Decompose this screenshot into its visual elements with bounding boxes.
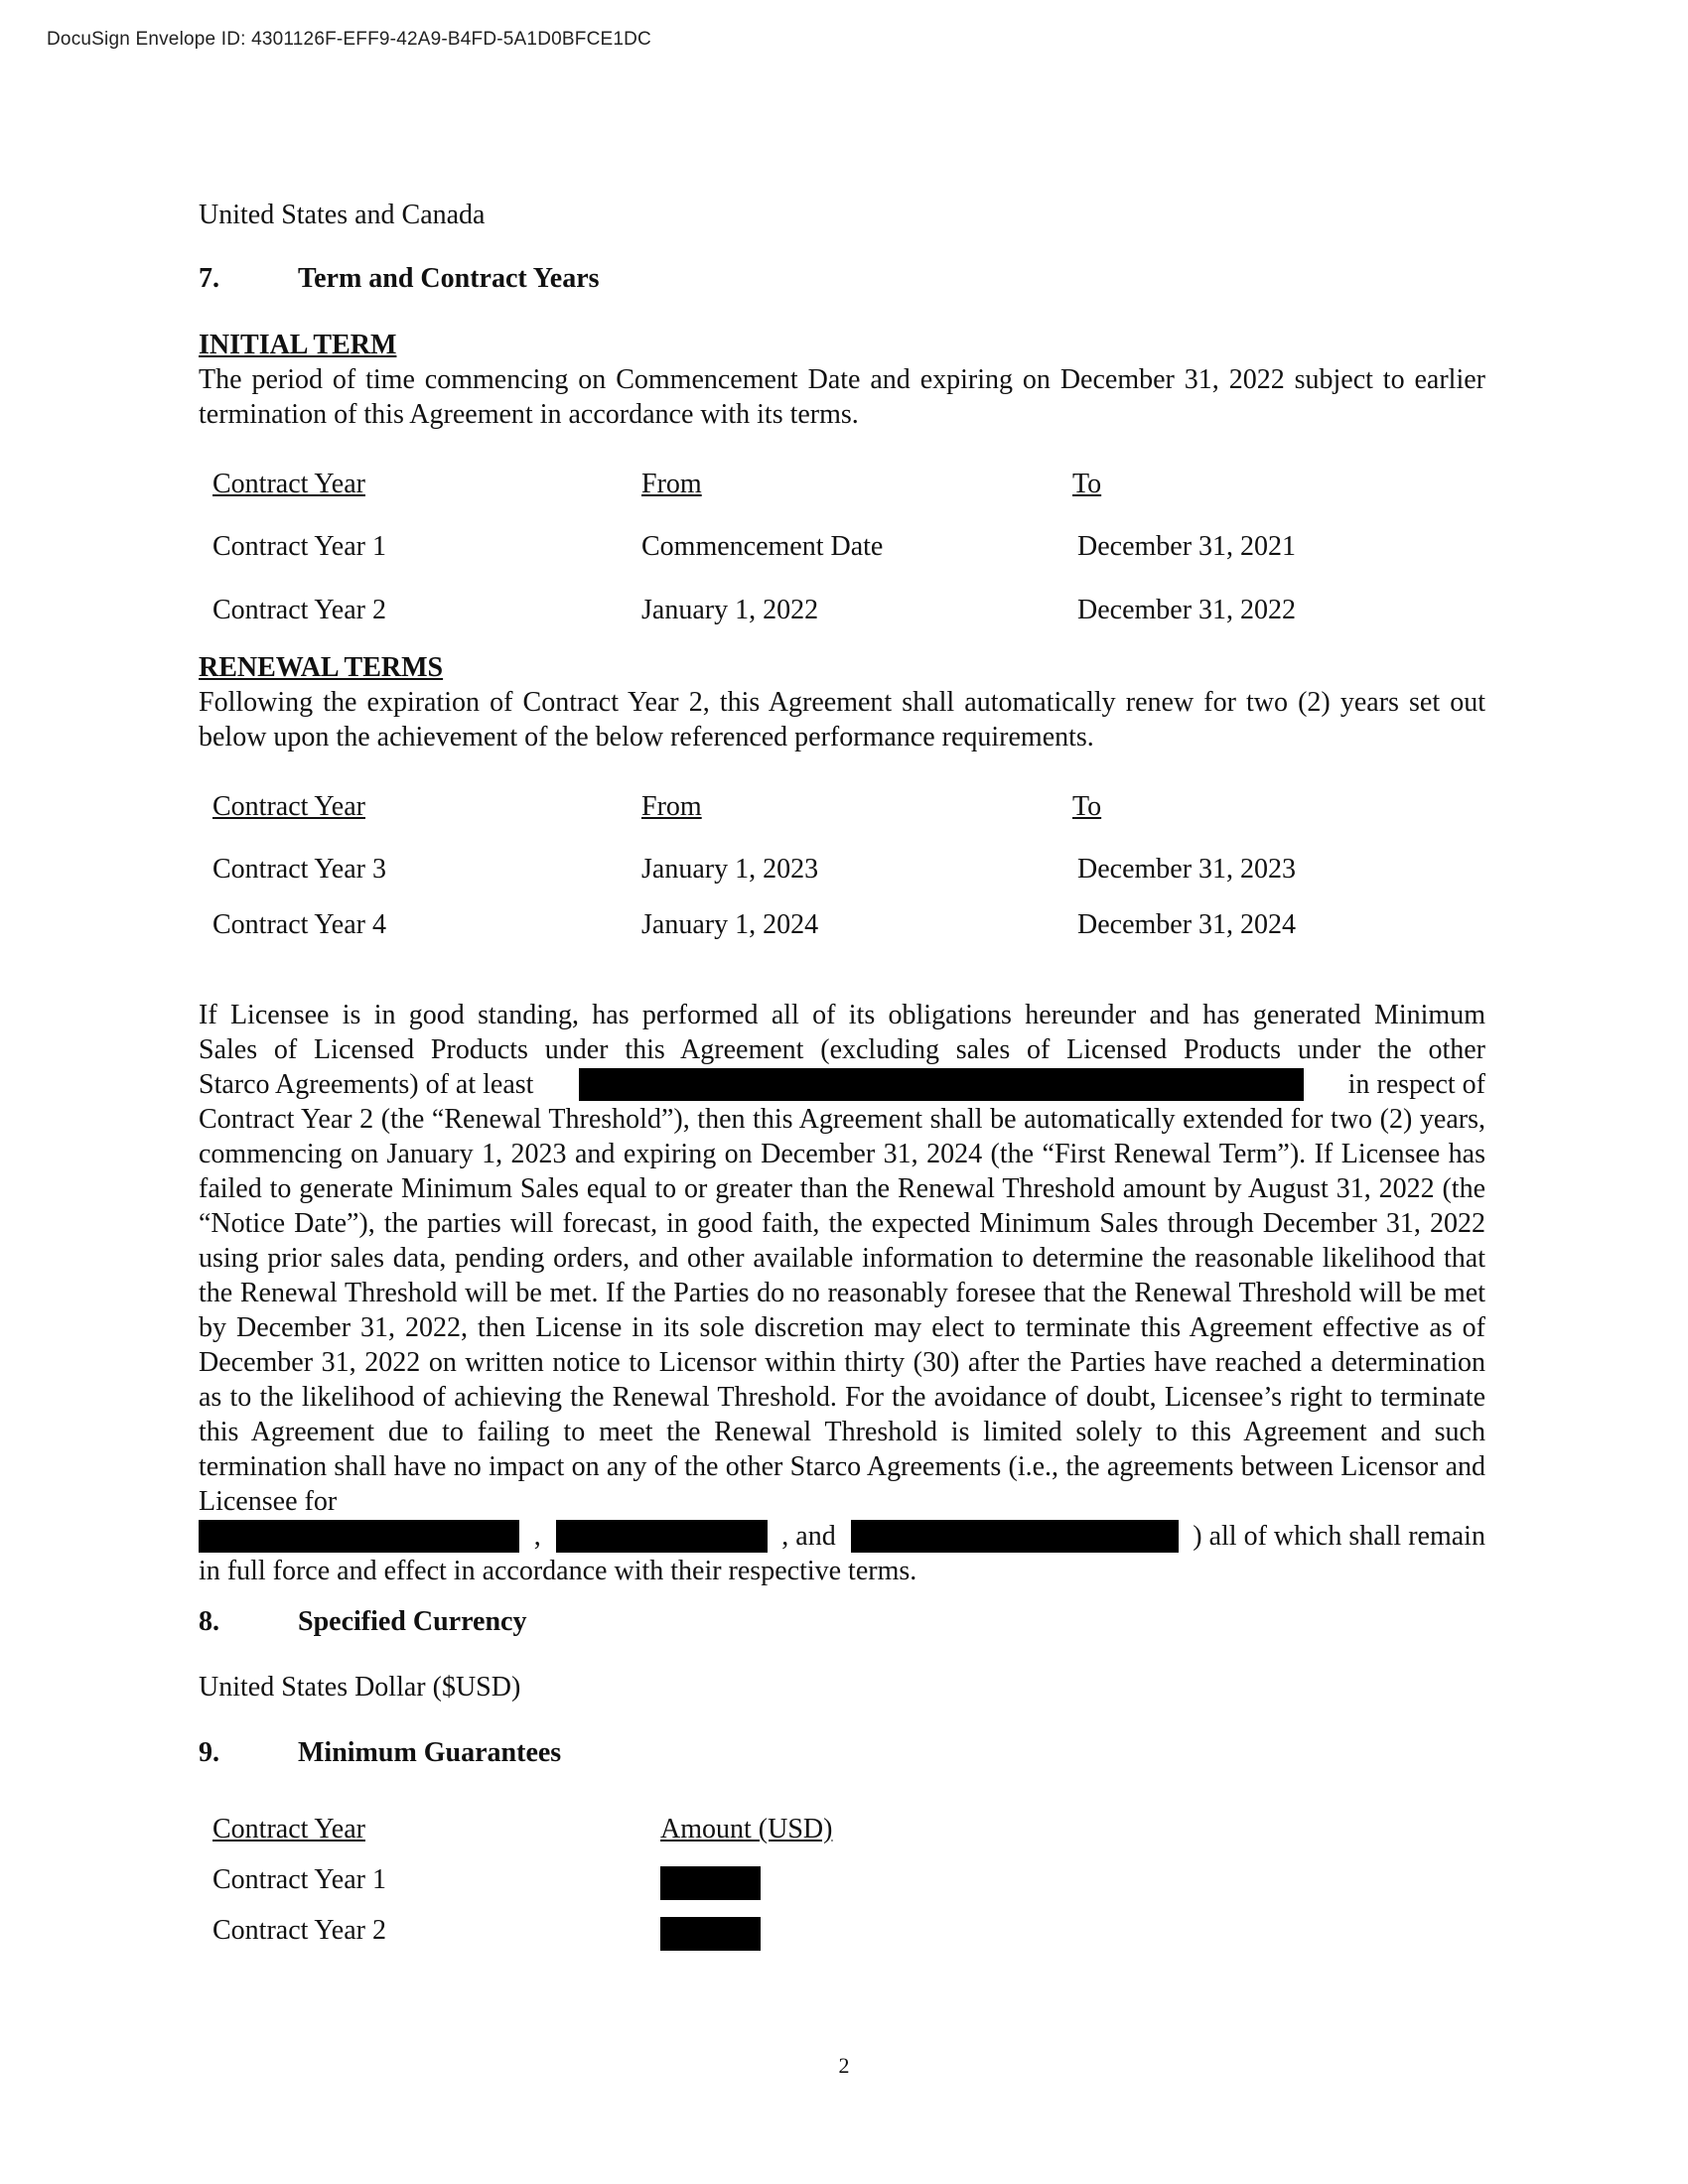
section-9-heading [199, 1737, 561, 1769]
table-header-contract-year: Contract Year [212, 791, 365, 822]
table-cell-year: Contract Year 3 [212, 854, 386, 885]
body-line-3-end: in respect of [1347, 1069, 1485, 1100]
table-cell-year: Contract Year 4 [212, 909, 386, 940]
table-cell-from: January 1, 2022 [641, 595, 819, 625]
redaction-block [579, 1068, 1304, 1101]
redaction-block [199, 1520, 519, 1553]
body-tail: ) all of which shall remain [1193, 1521, 1485, 1552]
body-separator-1: , [533, 1521, 541, 1552]
initial-term-text: The period of time commencing on Commencement Date and expiring on December 31, 2022 subject to earlier termination of this Agreement in accordance with its terms. [199, 364, 1485, 430]
initial-term-heading: INITIAL TERM [199, 330, 397, 360]
table-cell-from: Commencement Date [641, 531, 884, 562]
body-rest: Contract Year 2 (the “Renewal Threshold”), then this Agreement shall be automatically extended for two (2) years, commencing on January 1, 2023 and expiring on December 31, 2024 (the “First Renewal Term”). If Licensee has failed to generate Minimum Sales equal to or greater than the Renewal Threshold amount by August 31, 2022 (the “Notice Date”), the parties will forecast, in good faith, the expected Minimum Sales through December 31, 2022 using prior sales data, pending orders, and other available information to determine the reasonable likelihood that the Renewal Threshold will be met. If the Parties do no reasonably foresee that the Renewal Threshold will be met by December 31, 2022, then License in its sole discretion may elect to terminate this Agreement effective as of December 31, 2022 on written notice to Licensor within thirty (30) after the Parties have reached a determination as to the likelihood of achieving the Renewal Threshold. For the avoidance of doubt, Licensee’s right to terminate this Agreement due to failing to meet the Renewal Threshold is limited solely to this Agreement and such termination shall have no impact on any of the other Starco Agreements (i.e., the agreements between Licensor and Licensee for [199, 1104, 1485, 1517]
table-cell-to: December 31, 2022 [1077, 595, 1297, 625]
table-header-from: From [641, 469, 702, 499]
section-8-number: 8. [199, 1606, 219, 1637]
table-header-to: To [1072, 791, 1102, 822]
table-cell-year: Contract Year 2 [212, 595, 386, 625]
section-9-number: 9. [199, 1737, 219, 1768]
table-cell-year: Contract Year 1 [212, 1864, 386, 1895]
redaction-block [556, 1520, 768, 1553]
body-redaction-line [199, 1519, 1485, 1554]
body-line-3-start: Starco Agreements) of at least [199, 1069, 534, 1100]
table-cell-to: December 31, 2024 [1077, 909, 1297, 940]
body-line-2: Sales of Licensed Products under this Agreement (excluding sales of Licensed Products under the other [199, 1034, 1485, 1065]
redaction-block [660, 1917, 761, 1951]
currency-value: United States Dollar ($USD) [199, 1672, 521, 1703]
territory-text: United States and Canada [199, 200, 486, 230]
renewal-body-paragraph [199, 998, 1485, 1588]
table-cell-year: Contract Year 1 [212, 531, 386, 562]
redaction-block [660, 1866, 761, 1900]
section-9-title: Minimum Guarantees [298, 1737, 562, 1768]
body-last-line: in full force and effect in accordance with their respective terms. [199, 1556, 917, 1586]
table-cell-year: Contract Year 2 [212, 1915, 386, 1946]
section-8-heading [199, 1606, 526, 1638]
body-line-3 [199, 1067, 1485, 1102]
table-header-amount: Amount (USD) [660, 1814, 833, 1844]
table-cell-to: December 31, 2023 [1077, 854, 1297, 885]
table-cell-from: January 1, 2023 [641, 854, 819, 885]
redaction-block [851, 1520, 1179, 1553]
table-cell-to: December 31, 2021 [1077, 531, 1297, 562]
section-8-title: Specified Currency [298, 1606, 527, 1637]
table-header-contract-year: Contract Year [212, 1814, 365, 1844]
envelope-id: DocuSign Envelope ID: 4301126F-EFF9-42A9-B4FD-5A1D0BFCE1DC [47, 29, 651, 50]
page-number: 2 [838, 2053, 850, 2078]
table-header-to: To [1072, 469, 1102, 499]
body-line-1: If Licensee is in good standing, has performed all of its obligations hereunder and has generated Minimum [199, 1000, 1485, 1030]
renewal-terms-text: Following the expiration of Contract Year 2, this Agreement shall automatically renew for two (2) years set out below upon the achievement of the below referenced performance requirements. [199, 687, 1485, 752]
section-7-heading [199, 263, 600, 295]
table-header-from: From [641, 791, 702, 822]
body-separator-2: , and [781, 1521, 836, 1552]
table-header-contract-year: Contract Year [212, 469, 365, 499]
section-7-number: 7. [199, 263, 219, 294]
renewal-terms-heading: RENEWAL TERMS [199, 652, 444, 683]
section-7-title: Term and Contract Years [298, 263, 600, 294]
table-cell-from: January 1, 2024 [641, 909, 819, 940]
